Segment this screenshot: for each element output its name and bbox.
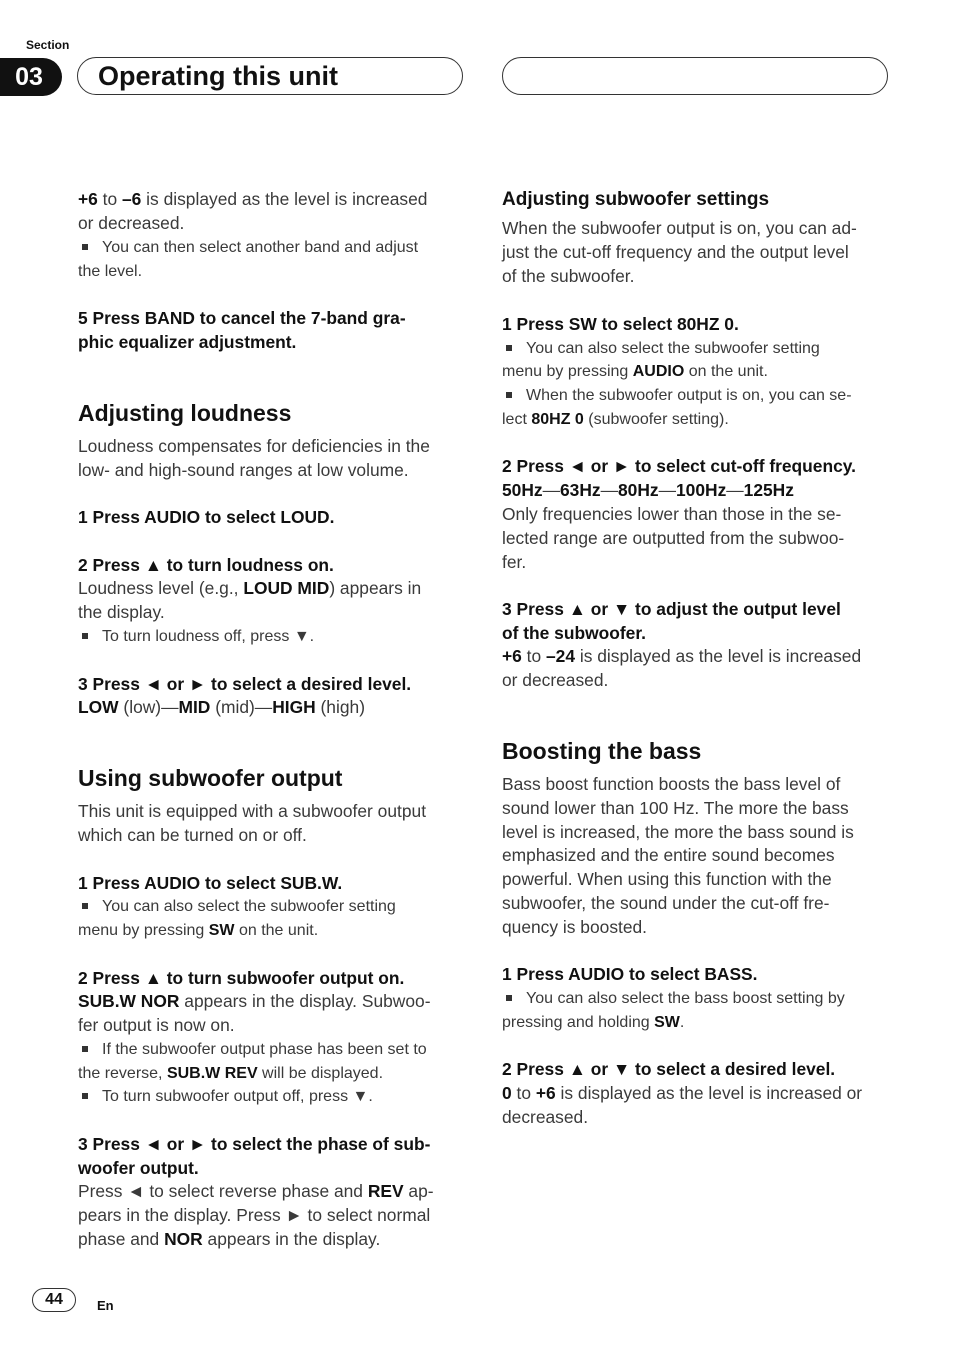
section-heading-subwoofer: Using subwoofer output xyxy=(78,765,343,791)
step-heading: 3 Press ◄ or ► to select a desired level. xyxy=(78,674,412,694)
section-heading-adjusting-subwoofer: Adjusting subwoofer settings xyxy=(502,189,770,210)
language-label: En xyxy=(97,1298,114,1313)
paragraph-line: Press ◄ to select reverse phase and REV ap- xyxy=(78,1181,434,1201)
paragraph-line: subwoofer, the sound under the cut-off fre- xyxy=(502,893,830,913)
step-heading: 3 Press ▲ or ▼ to adjust the output level xyxy=(502,599,841,619)
note-line: pressing and holding SW. xyxy=(502,1014,685,1031)
paragraph-line: or decreased. xyxy=(78,213,185,233)
page-title: Operating this unit xyxy=(77,57,463,95)
paragraph-line: emphasized and the entire sound becomes xyxy=(502,845,835,865)
step-heading: 5 Press BAND to cancel the 7-band gra- xyxy=(78,308,406,328)
paragraph-line: Loudness compensates for deficiencies in the xyxy=(78,436,430,456)
paragraph-line: level is increased, the more the bass sound is xyxy=(502,822,854,842)
step-heading: woofer output. xyxy=(78,1158,199,1178)
paragraph-line: fer. xyxy=(502,552,527,572)
header-blank-box xyxy=(502,57,888,95)
note-line: To turn subwoofer output off, press ▼. xyxy=(78,1085,462,1109)
paragraph-line: +6 to –24 is displayed as the level is increased xyxy=(502,646,862,666)
paragraph-line: low- and high-sound ranges at low volume. xyxy=(78,460,409,480)
step-heading: 1 Press SW to select 80HZ 0. xyxy=(502,314,739,334)
paragraph-line: just the cut-off frequency and the output level xyxy=(502,242,849,262)
bullet-square-icon xyxy=(506,995,512,1001)
section-heading-loudness: Adjusting loudness xyxy=(78,400,292,426)
step-heading: 3 Press ◄ or ► to select the phase of sub- xyxy=(78,1134,431,1154)
paragraph-line: the display. xyxy=(78,602,165,622)
paragraph-line: of the subwoofer. xyxy=(502,266,635,286)
step-heading: 2 Press ◄ or ► to select cut-off frequency. xyxy=(502,456,856,476)
note-line: menu by pressing SW on the unit. xyxy=(78,922,319,939)
section-heading-bass: Boosting the bass xyxy=(502,738,702,764)
section-number-badge: 03 xyxy=(0,58,62,96)
note-line: You can also select the subwoofer setting xyxy=(78,895,462,919)
paragraph-line: powerful. When using this function with the xyxy=(502,869,832,889)
paragraph-line: When the subwoofer output is on, you can ad- xyxy=(502,218,857,238)
paragraph-line: Loudness level (e.g., LOUD MID) appears in xyxy=(78,578,422,598)
note-line: If the subwoofer output phase has been set to xyxy=(78,1038,462,1062)
paragraph-line: +6 to –6 is displayed as the level is increased xyxy=(78,189,428,209)
step-heading: of the subwoofer. xyxy=(502,623,646,643)
step-heading: 2 Press ▲ to turn subwoofer output on. xyxy=(78,968,405,988)
page-number: 44 xyxy=(32,1288,76,1312)
paragraph-line: lected range are outputted from the subwoo- xyxy=(502,528,845,548)
bullet-square-icon xyxy=(82,903,88,909)
paragraph-line: Bass boost function boosts the bass level of xyxy=(502,774,841,794)
note-line: To turn loudness off, press ▼. xyxy=(78,625,462,649)
paragraph-line: fer output is now on. xyxy=(78,1015,235,1035)
paragraph-line: pears in the display. Press ► to select normal xyxy=(78,1205,431,1225)
note-line: the level. xyxy=(78,263,143,280)
paragraph-line: SUB.W NOR appears in the display. Subwoo- xyxy=(78,991,431,1011)
note-line: You can also select the subwoofer setting xyxy=(502,337,886,361)
step-heading: 1 Press AUDIO to select LOUD. xyxy=(78,507,335,527)
paragraph-line: decreased. xyxy=(502,1107,589,1127)
note-line: You can then select another band and adjust xyxy=(78,236,462,260)
paragraph-line: Only frequencies lower than those in the se- xyxy=(502,504,842,524)
bullet-square-icon xyxy=(82,244,88,250)
note-line: lect 80HZ 0 (subwoofer setting). xyxy=(502,411,729,428)
note-line: You can also select the bass boost setting by xyxy=(502,987,886,1011)
paragraph-line: which can be turned on or off. xyxy=(78,825,307,845)
bullet-square-icon xyxy=(82,633,88,639)
step-heading: 2 Press ▲ or ▼ to select a desired level. xyxy=(502,1059,836,1079)
section-label: Section xyxy=(26,38,70,52)
step-heading: phic equalizer adjustment. xyxy=(78,332,297,352)
level-options: LOW (low)—MID (mid)—HIGH (high) xyxy=(78,697,365,717)
step-heading: 1 Press AUDIO to select SUB.W. xyxy=(78,873,343,893)
paragraph-line: or decreased. xyxy=(502,670,609,690)
paragraph-line: 0 to +6 is displayed as the level is increased or xyxy=(502,1083,863,1103)
bullet-square-icon xyxy=(506,392,512,398)
paragraph-line: quency is boosted. xyxy=(502,917,648,937)
note-line: When the subwoofer output is on, you can se- xyxy=(502,384,886,408)
bullet-square-icon xyxy=(506,345,512,351)
step-heading: 1 Press AUDIO to select BASS. xyxy=(502,964,758,984)
bullet-square-icon xyxy=(82,1093,88,1099)
step-heading: 2 Press ▲ to turn loudness on. xyxy=(78,555,334,575)
paragraph-line: sound lower than 100 Hz. The more the bass xyxy=(502,798,849,818)
note-line: the reverse, SUB.W REV will be displayed. xyxy=(78,1065,384,1082)
paragraph-line: phase and NOR appears in the display. xyxy=(78,1229,381,1249)
note-line: menu by pressing AUDIO on the unit. xyxy=(502,363,768,380)
bullet-square-icon xyxy=(82,1046,88,1052)
paragraph-line: This unit is equipped with a subwoofer output xyxy=(78,801,427,821)
frequency-options: 50Hz—63Hz—80Hz—100Hz—125Hz xyxy=(502,480,794,500)
